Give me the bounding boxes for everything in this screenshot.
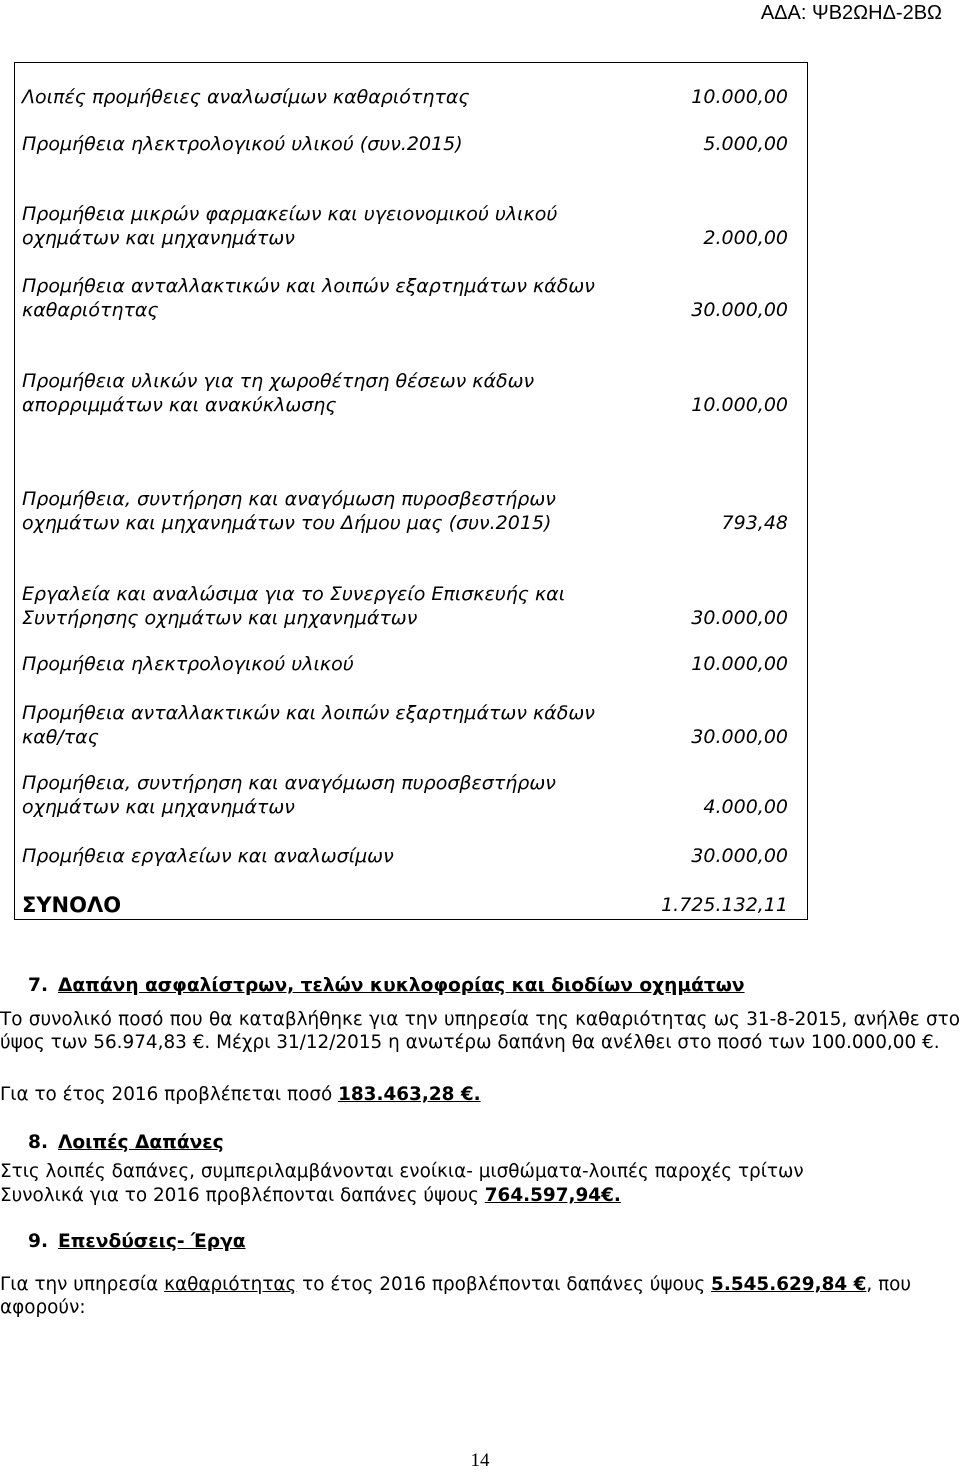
ada-code: ΑΔΑ: ΨΒ2ΩΗΔ-2ΒΩ [760,2,942,24]
row-amount: 4.000,00 [703,795,788,818]
table-row [22,488,798,535]
row-amount: 793,48 [721,511,788,534]
section-8-heading [28,1132,224,1153]
section-7-amount-line [0,1083,960,1106]
page-number: 14 [470,1450,490,1471]
section-7-paragraph: Το συνολικό ποσό που θα καταβλήθηκε για την υπηρεσία της καθαριότητας ως 31-8-2015, ανήλθε στο ύψος των 56.974,83 €. Μέχρι 31/12/2015 η ανωτέρω δαπάνη θα ανέλθει στο ποσό των 100.000,00 €. [0,1009,960,1054]
section-number: 7. [28,975,49,996]
table-total-row [22,894,798,918]
row-description: Προμήθεια, συντήρηση και αναγόμωση πυροσβεστήρων οχημάτων και μηχανημάτων του Δήμου μας (συν.2015) [22,488,556,534]
row-amount: 10.000,00 [691,393,788,416]
section-8-line-1: Στις λοιπές δαπάνες, συμπεριλαμβάνονται ενοίκια- μισθώματα-λοιπές παροχές τρίτων [0,1161,804,1182]
row-amount: 10.000,00 [691,86,788,108]
row-amount: 30.000,00 [691,606,788,629]
row-amount: 30.000,00 [691,845,788,867]
total-amount: 1.725.132,11 [661,894,788,916]
section-9-paragraph [0,1273,960,1320]
row-amount: 30.000,00 [691,725,788,748]
investment-amount: 5.545.629,84 € [711,1274,867,1295]
row-description: Προμήθεια ηλεκτρολογικού υλικού [22,653,354,675]
amount-text: Για το έτος 2016 προβλέπεται ποσό [0,1084,339,1105]
row-description: Προμήθεια μικρών φαρμακείων και υγειονομικού υλικού οχημάτων και μηχανημάτων [22,203,558,249]
table-row [22,203,798,250]
section-number: 9. [28,1231,49,1252]
row-description: Προμήθεια εργαλείων και αναλωσίμων [22,845,394,867]
table-row [22,583,798,630]
row-description: Λοιπές προμήθειες αναλωσίμων καθαριότητας [22,86,470,108]
total-value: 764.597,94€. [484,1185,621,1206]
table-row [22,653,798,677]
section-title: Λοιπές Δαπάνες [58,1132,224,1153]
table-row [22,275,798,322]
row-amount: 10.000,00 [691,653,788,675]
row-description: Προμήθεια ηλεκτρολογικού υλικού (συν.2015) [22,133,463,155]
table-row [22,86,798,110]
row-amount: 5.000,00 [703,133,788,155]
row-description: Προμήθεια ανταλλακτικών και λοιπών εξαρτημάτων κάδων καθ/τας [22,702,595,748]
text-part: , που αφορούν: [0,1274,912,1319]
row-description: Προμήθεια, συντήρηση και αναγόμωση πυροσβεστήρων οχημάτων και μηχανημάτων [22,772,556,818]
row-description: Εργαλεία και αναλώσιμα για το Συνεργείο Επισκευής και Συντήρησης οχημάτων και μηχανημάτων [22,583,566,629]
section-8-line-2 [0,1184,960,1207]
section-9-heading [28,1231,246,1252]
service-link: καθαριότητας [164,1274,297,1295]
table-row [22,370,798,417]
row-amount: 2.000,00 [703,226,788,249]
row-description: Προμήθεια ανταλλακτικών και λοιπών εξαρτημάτων κάδων καθαριότητας [22,275,595,321]
table-row [22,702,798,749]
total-label: ΣΥΝΟΛΟ [22,893,122,917]
table-row [22,133,798,157]
total-text: Συνολικά για το 2016 προβλέπονται δαπάνες ύψους [0,1185,485,1206]
section-7-heading [28,975,745,996]
amount-value: 183.463,28 €. [338,1084,481,1105]
row-description: Προμήθεια υλικών για τη χωροθέτηση θέσεων κάδων απορριμμάτων και ανακύκλωσης [22,370,535,416]
table-row [22,845,798,869]
text-part: το έτος 2016 προβλέπονται δαπάνες ύψους [296,1274,712,1295]
section-number: 8. [28,1132,49,1153]
table-row [22,772,798,819]
section-title: Δαπάνη ασφαλίστρων, τελών κυκλοφορίας και διοδίων οχημάτων [58,975,745,996]
text-part: Για την υπηρεσία [0,1274,165,1295]
row-amount: 30.000,00 [691,298,788,321]
section-title: Επενδύσεις- Έργα [58,1231,246,1252]
